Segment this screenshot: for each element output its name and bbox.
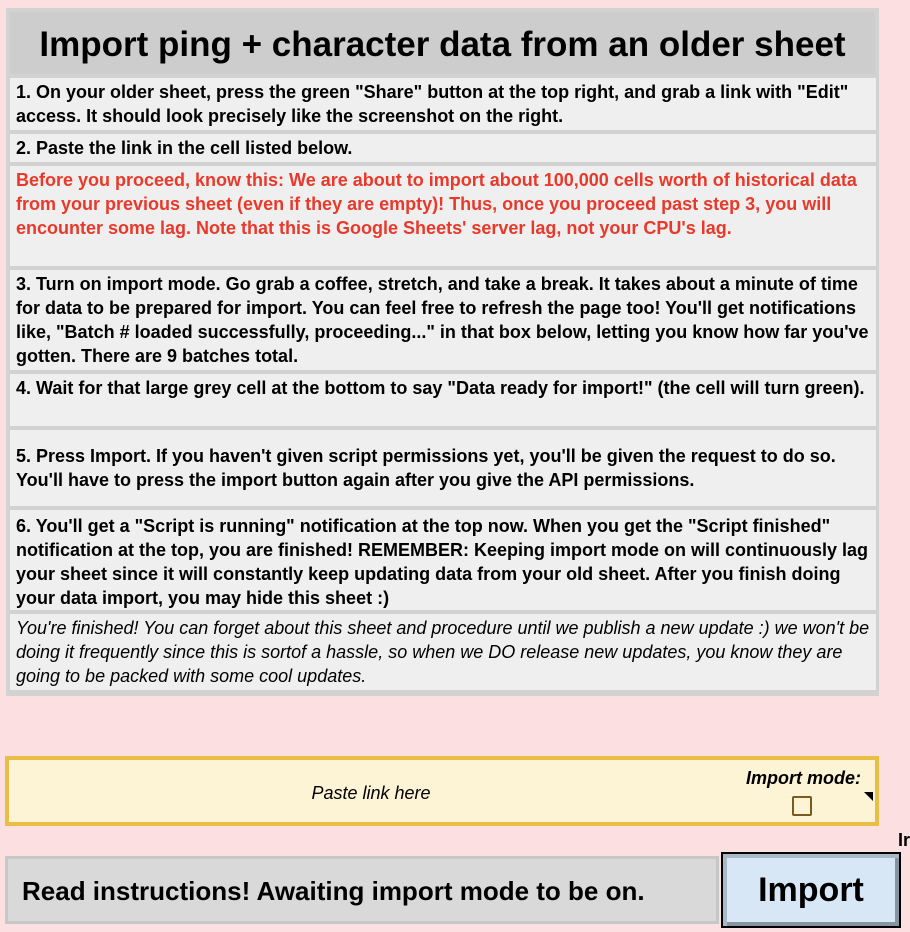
import-mode-checkbox[interactable] xyxy=(792,796,812,816)
lag-warning: Before you proceed, know this: We are about to import about 100,000 cells worth of historical data from your previous sheet (even if they are empty)! Thus, once you proceed past step 3, you will encounter some lag. Note that this is Google Sheets' server lag, not your CPU's lag. xyxy=(10,166,876,266)
step-3: 3. Turn on import mode. Go grab a coffee, stretch, and take a break. It takes about a minute of time for data to be prepared for import. You can feel free to refresh the page too! You'll get notifications like, "Batch # loaded successfully, proceeding..." in that box below, letting you know how far you've gotten. There are 9 batches total. xyxy=(10,270,876,370)
import-button[interactable]: Import xyxy=(721,852,901,928)
step-1: 1. On your older sheet, press the green "Share" button at the top right, and grab a link with "Edit" access. It should look precisely like the screenshot on the right. xyxy=(10,78,876,130)
dropdown-corner-icon xyxy=(864,792,873,801)
step-2: 2. Paste the link in the cell listed below. xyxy=(10,134,876,162)
finished-note: You're finished! You can forget about this sheet and procedure until we publish a new update :) we won't be doing it frequently since this is sortof a hassle, so when we DO release new updates, you know they are going to be packed with some cool updates. xyxy=(10,614,876,690)
link-cell[interactable] xyxy=(5,756,879,826)
import-mode-label: Import mode: xyxy=(746,768,861,788)
step-5: 5. Press Import. If you haven't given script permissions yet, you'll be given the request to do so. You'll have to press the import button again after you give the API permissions. xyxy=(10,430,876,506)
step-4: 4. Wait for that large grey cell at the bottom to say "Data ready for import!" (the cell will turn green). xyxy=(10,374,876,426)
clipped-cell-text: Ir xyxy=(898,830,910,850)
sheet-title: Import ping + character data from an older sheet xyxy=(10,12,875,74)
paste-link-input[interactable]: Paste link here xyxy=(311,783,431,803)
import-status-cell: Read instructions! Awaiting import mode to be on. xyxy=(5,856,719,924)
step-6: 6. You'll get a "Script is running" notification at the top now. When you get the "Script finished" notification at the top, you are finished! REMEMBER: Keeping import mode on will continuously lag your sheet since it will constantly keep updating data from your old sheet. After you finish doing your data import, you may hide this sheet :) xyxy=(10,510,876,610)
